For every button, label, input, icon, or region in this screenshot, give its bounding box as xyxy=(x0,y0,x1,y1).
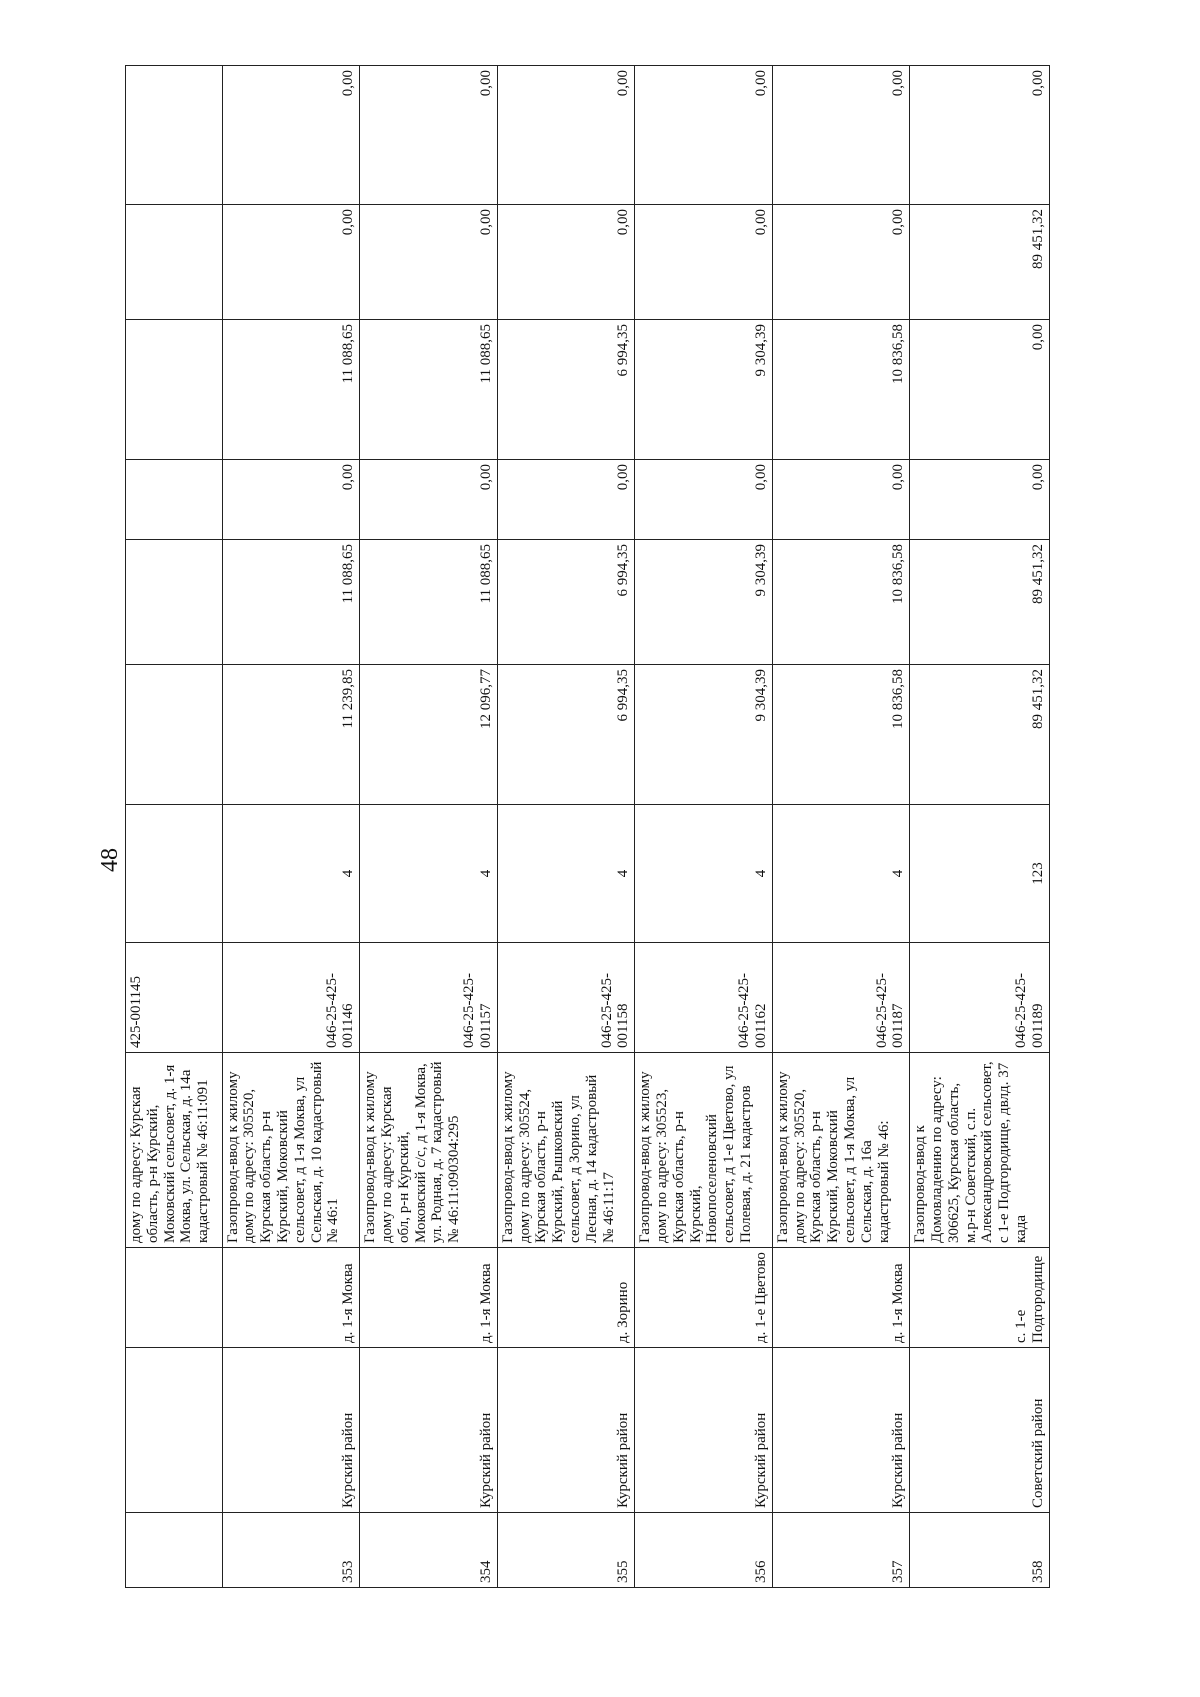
cell-settlement: д. 1-я Моква xyxy=(360,1248,498,1348)
cell-no: 353 xyxy=(222,1513,360,1588)
cell-v5: 89 451,32 xyxy=(910,205,1050,320)
cell-v3 xyxy=(126,460,223,540)
cell-v5: 0,00 xyxy=(360,205,498,320)
cell-count: 4 xyxy=(360,805,498,943)
cell-settlement: д. 1-е Цветово xyxy=(635,1248,773,1348)
cell-v4: 6 994,35 xyxy=(497,320,635,460)
cell-district xyxy=(126,1348,223,1513)
table-row xyxy=(910,66,1050,1588)
table-row xyxy=(360,66,498,1588)
cell-v3: 0,00 xyxy=(910,460,1050,540)
table-row xyxy=(222,66,360,1588)
cell-v5: 0,00 xyxy=(497,205,635,320)
cell-count: 123 xyxy=(910,805,1050,943)
cell-no: 356 xyxy=(635,1513,773,1588)
cell-v5: 0,00 xyxy=(772,205,910,320)
cell-v2: 89 451,32 xyxy=(910,540,1050,665)
cell-description: Газопровод-ввод к жилому дому по адресу: 305524, Курская область, р-н Курский, Рышковский сельсовет, д Зорино, ул Лесная, д. 14 кадастровый № 46:11:17 xyxy=(497,1053,635,1248)
table-row xyxy=(497,66,635,1588)
cell-no xyxy=(126,1513,223,1588)
cell-v6: 0,00 xyxy=(635,66,773,205)
cell-description: Газопровод-ввод к жилому дому по адресу: Курская обл, р-н Курский, Моковский с/с, д 1-я Моква, ул. Родная, д. 7 кадастровый № 46:11:090304:295 xyxy=(360,1053,498,1248)
cell-count: 4 xyxy=(635,805,773,943)
cell-v1: 11 239,85 xyxy=(222,665,360,805)
cell-v6 xyxy=(126,66,223,205)
cell-count: 4 xyxy=(222,805,360,943)
table-row xyxy=(635,66,773,1588)
cell-district: Курский район xyxy=(222,1348,360,1513)
cell-no: 357 xyxy=(772,1513,910,1588)
cell-district: Курский район xyxy=(635,1348,773,1513)
cell-description: Газопровод-ввод к жилому дому по адресу: 305520, Курская область, р-н Курский, Моковский сельсовет, д 1-я Моква, ул Сельская, д. 16а кадастровый № 46: xyxy=(772,1053,910,1248)
cell-v1: 89 451,32 xyxy=(910,665,1050,805)
cell-no: 358 xyxy=(910,1513,1050,1588)
cell-v4: 0,00 xyxy=(910,320,1050,460)
cell-description: Газопровод-ввод к Домовладению по адресу: 306625, Курская область, м.р-н Советский, с.п. Александровский сельсовет, с 1-е Подгородище, двлд. 37 када xyxy=(910,1053,1050,1248)
table-row xyxy=(772,66,910,1588)
cell-v3: 0,00 xyxy=(497,460,635,540)
cell-v5: 0,00 xyxy=(222,205,360,320)
cell-v1 xyxy=(126,665,223,805)
cell-v4: 10 836,58 xyxy=(772,320,910,460)
cell-v1: 9 304,39 xyxy=(635,665,773,805)
cell-no: 355 xyxy=(497,1513,635,1588)
cell-v5: 0,00 xyxy=(635,205,773,320)
page-number: 48 xyxy=(97,848,123,872)
cell-settlement: д. 1-я Моква xyxy=(772,1248,910,1348)
cell-v6: 0,00 xyxy=(222,66,360,205)
cell-description: дому по адресу: Курская область, р-н Курский, Моковский сельсовет, д. 1-я Моква, ул. Сельская, д. 14а кадастровый № 46:11:091 xyxy=(126,1053,223,1248)
cell-v4: 11 088,65 xyxy=(222,320,360,460)
cell-v6: 0,00 xyxy=(497,66,635,205)
rotated-table-container xyxy=(125,66,1050,1588)
cell-settlement: д. 1-я Моква xyxy=(222,1248,360,1348)
cell-reg-number: 046-25-425-001162 xyxy=(635,943,773,1053)
cell-reg-number: 046-25-425-001146 xyxy=(222,943,360,1053)
cell-v4 xyxy=(126,320,223,460)
cell-v1: 10 836,58 xyxy=(772,665,910,805)
cell-v1: 6 994,35 xyxy=(497,665,635,805)
cell-count: 4 xyxy=(497,805,635,943)
cell-v2: 10 836,58 xyxy=(772,540,910,665)
cell-v5 xyxy=(126,205,223,320)
cell-description: Газопровод-ввод к жилому дому по адресу: 305523, Курская область, р-н Курский, Новопоселеновский сельсовет, д 1-е Цветово, ул Полевая, д. 21 кадастров xyxy=(635,1053,773,1248)
cell-v2: 6 994,35 xyxy=(497,540,635,665)
cell-reg-number: 046-25-425-001158 xyxy=(497,943,635,1053)
cell-description: Газопровод-ввод к жилому дому по адресу: 305520, Курская область, р-н Курский, Моковский сельсовет, д 1-я Моква, ул Сельская, д. 10 кадастровый № 46:1 xyxy=(222,1053,360,1248)
cell-v2: 11 088,65 xyxy=(360,540,498,665)
cell-no: 354 xyxy=(360,1513,498,1588)
cell-district: Советский район xyxy=(910,1348,1050,1513)
cell-reg-number: 046-25-425-001189 xyxy=(910,943,1050,1053)
cell-reg-number: 425-001145 xyxy=(126,943,223,1053)
cell-v4: 11 088,65 xyxy=(360,320,498,460)
cell-reg-number: 046-25-425-001187 xyxy=(772,943,910,1053)
cell-v6: 0,00 xyxy=(360,66,498,205)
cell-district: Курский район xyxy=(360,1348,498,1513)
cell-v1: 12 096,77 xyxy=(360,665,498,805)
cell-v3: 0,00 xyxy=(222,460,360,540)
cell-district: Курский район xyxy=(772,1348,910,1513)
cell-v2: 11 088,65 xyxy=(222,540,360,665)
cell-v2: 9 304,39 xyxy=(635,540,773,665)
cell-settlement: с. 1-е Подгородище xyxy=(910,1248,1050,1348)
cell-district: Курский район xyxy=(497,1348,635,1513)
cell-count xyxy=(126,805,223,943)
cell-v4: 9 304,39 xyxy=(635,320,773,460)
cell-settlement: д. Зорино xyxy=(497,1248,635,1348)
objects-table xyxy=(125,65,1050,1588)
cell-settlement xyxy=(126,1248,223,1348)
table-row-continuation xyxy=(126,66,223,1588)
cell-v3: 0,00 xyxy=(635,460,773,540)
cell-v3: 0,00 xyxy=(360,460,498,540)
cell-v3: 0,00 xyxy=(772,460,910,540)
cell-v6: 0,00 xyxy=(910,66,1050,205)
cell-reg-number: 046-25-425-001157 xyxy=(360,943,498,1053)
cell-v2 xyxy=(126,540,223,665)
cell-count: 4 xyxy=(772,805,910,943)
cell-v6: 0,00 xyxy=(772,66,910,205)
